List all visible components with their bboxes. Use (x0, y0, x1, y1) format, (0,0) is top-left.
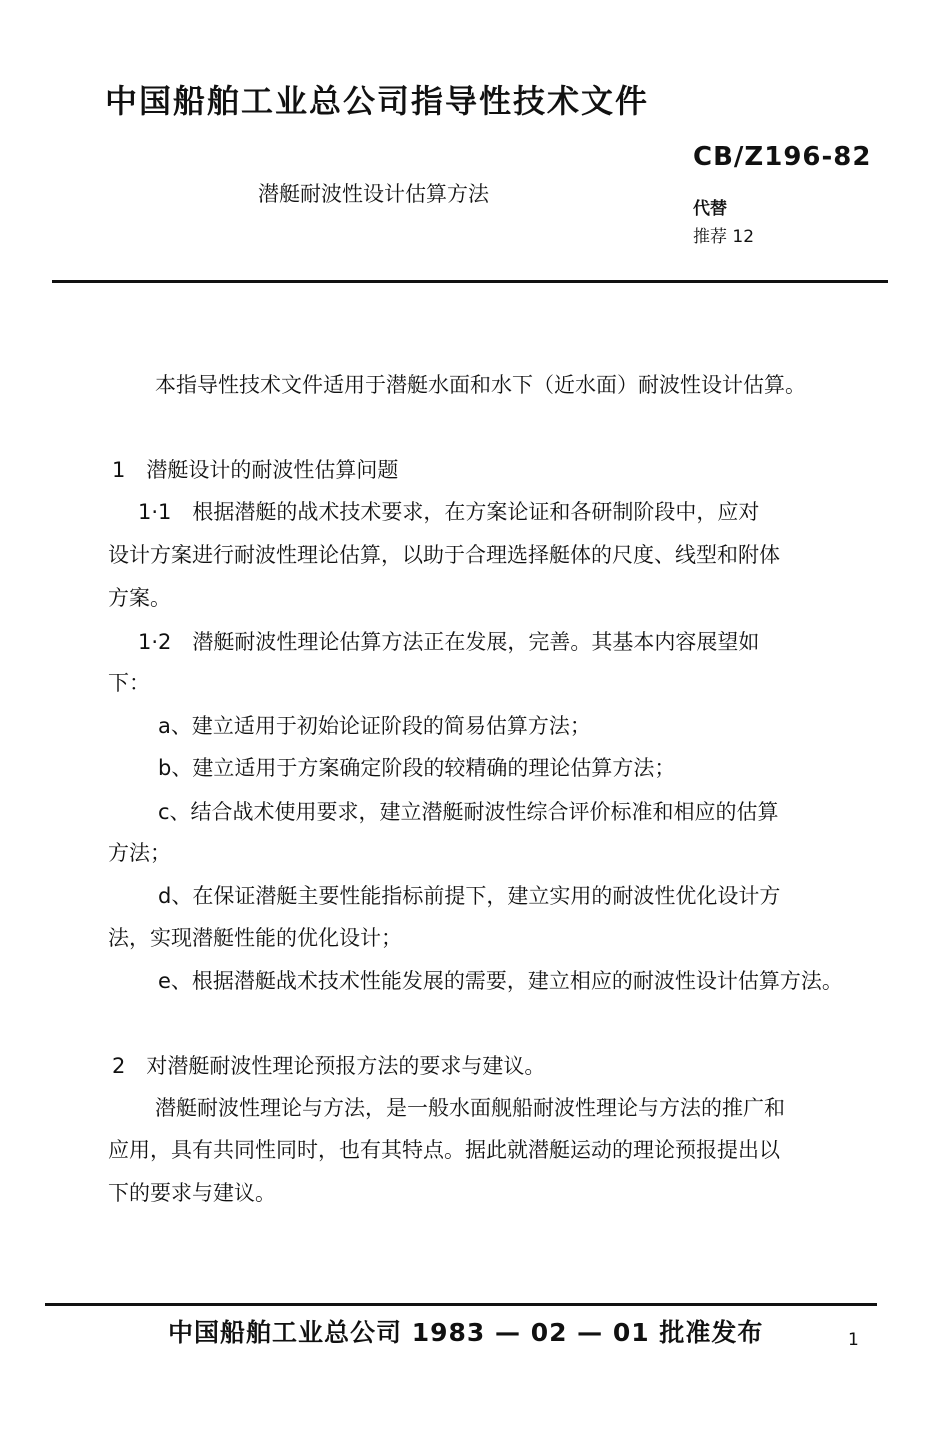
list-item-a: a、建立适用于初始论证阶段的简易估算方法； (158, 714, 591, 738)
section-2-line-3: 下的要求与建议。 (108, 1181, 276, 1205)
section-2-heading: 2 对潜艇耐波性理论预报方法的要求与建议。 (112, 1054, 546, 1078)
list-item-d-line-1: d、在保证潜艇主要性能指标前提下，建立实用的耐波性优化设计方 (158, 884, 781, 908)
clause-1-1-line-3: 方案。 (108, 586, 171, 610)
section-1-heading: 1 潜艇设计的耐波性估算问题 (112, 458, 399, 482)
section-2-line-2: 应用，具有共同性同时，也有其特点。据此就潜艇运动的理论预报提出以 (108, 1138, 780, 1162)
clause-1-2-line-1: 1·2 潜艇耐波性理论估算方法正在发展，完善。其基本内容展望如 (138, 630, 760, 654)
page-number: 1 (848, 1330, 859, 1350)
clause-1-1-line-2: 设计方案进行耐波性理论估算，以助于合理选择艇体的尺度、线型和附体 (108, 543, 780, 567)
footer-divider (45, 1303, 877, 1306)
list-item-b: b、建立适用于方案确定阶段的较精确的理论估算方法； (158, 756, 676, 780)
intro-paragraph: 本指导性技术文件适用于潜艇水面和水下（近水面）耐波性设计估算。 (155, 373, 806, 397)
list-item-c-line-2: 方法； (108, 841, 171, 865)
clause-1-1-line-1: 1·1 根据潜艇的战术技术要求，在方案论证和各研制阶段中，应对 (138, 500, 760, 524)
replace-value: 推荐 12 (693, 227, 755, 247)
standard-code: CB/Z196-82 (693, 142, 872, 172)
list-item-d-line-2: 法，实现潜艇性能的优化设计； (108, 926, 402, 950)
section-2-line-1: 潜艇耐波性理论与方法，是一般水面舰船耐波性理论与方法的推广和 (155, 1096, 785, 1120)
clause-1-2-line-2: 下： (108, 671, 150, 695)
replace-label: 代替 (693, 199, 727, 219)
header-divider (52, 280, 888, 283)
issue-line: 中国船舶工业总公司 1983 — 02 — 01 批准发布 (168, 1318, 764, 1347)
org-title: 中国船舶工业总公司指导性技术文件 (105, 82, 650, 120)
document-title: 潜艇耐波性设计估算方法 (258, 182, 489, 206)
list-item-c-line-1: c、结合战术使用要求，建立潜艇耐波性综合评价标准和相应的估算 (158, 800, 779, 824)
list-item-e: e、根据潜艇战术技术性能发展的需要，建立相应的耐波性设计估算方法。 (158, 969, 843, 993)
